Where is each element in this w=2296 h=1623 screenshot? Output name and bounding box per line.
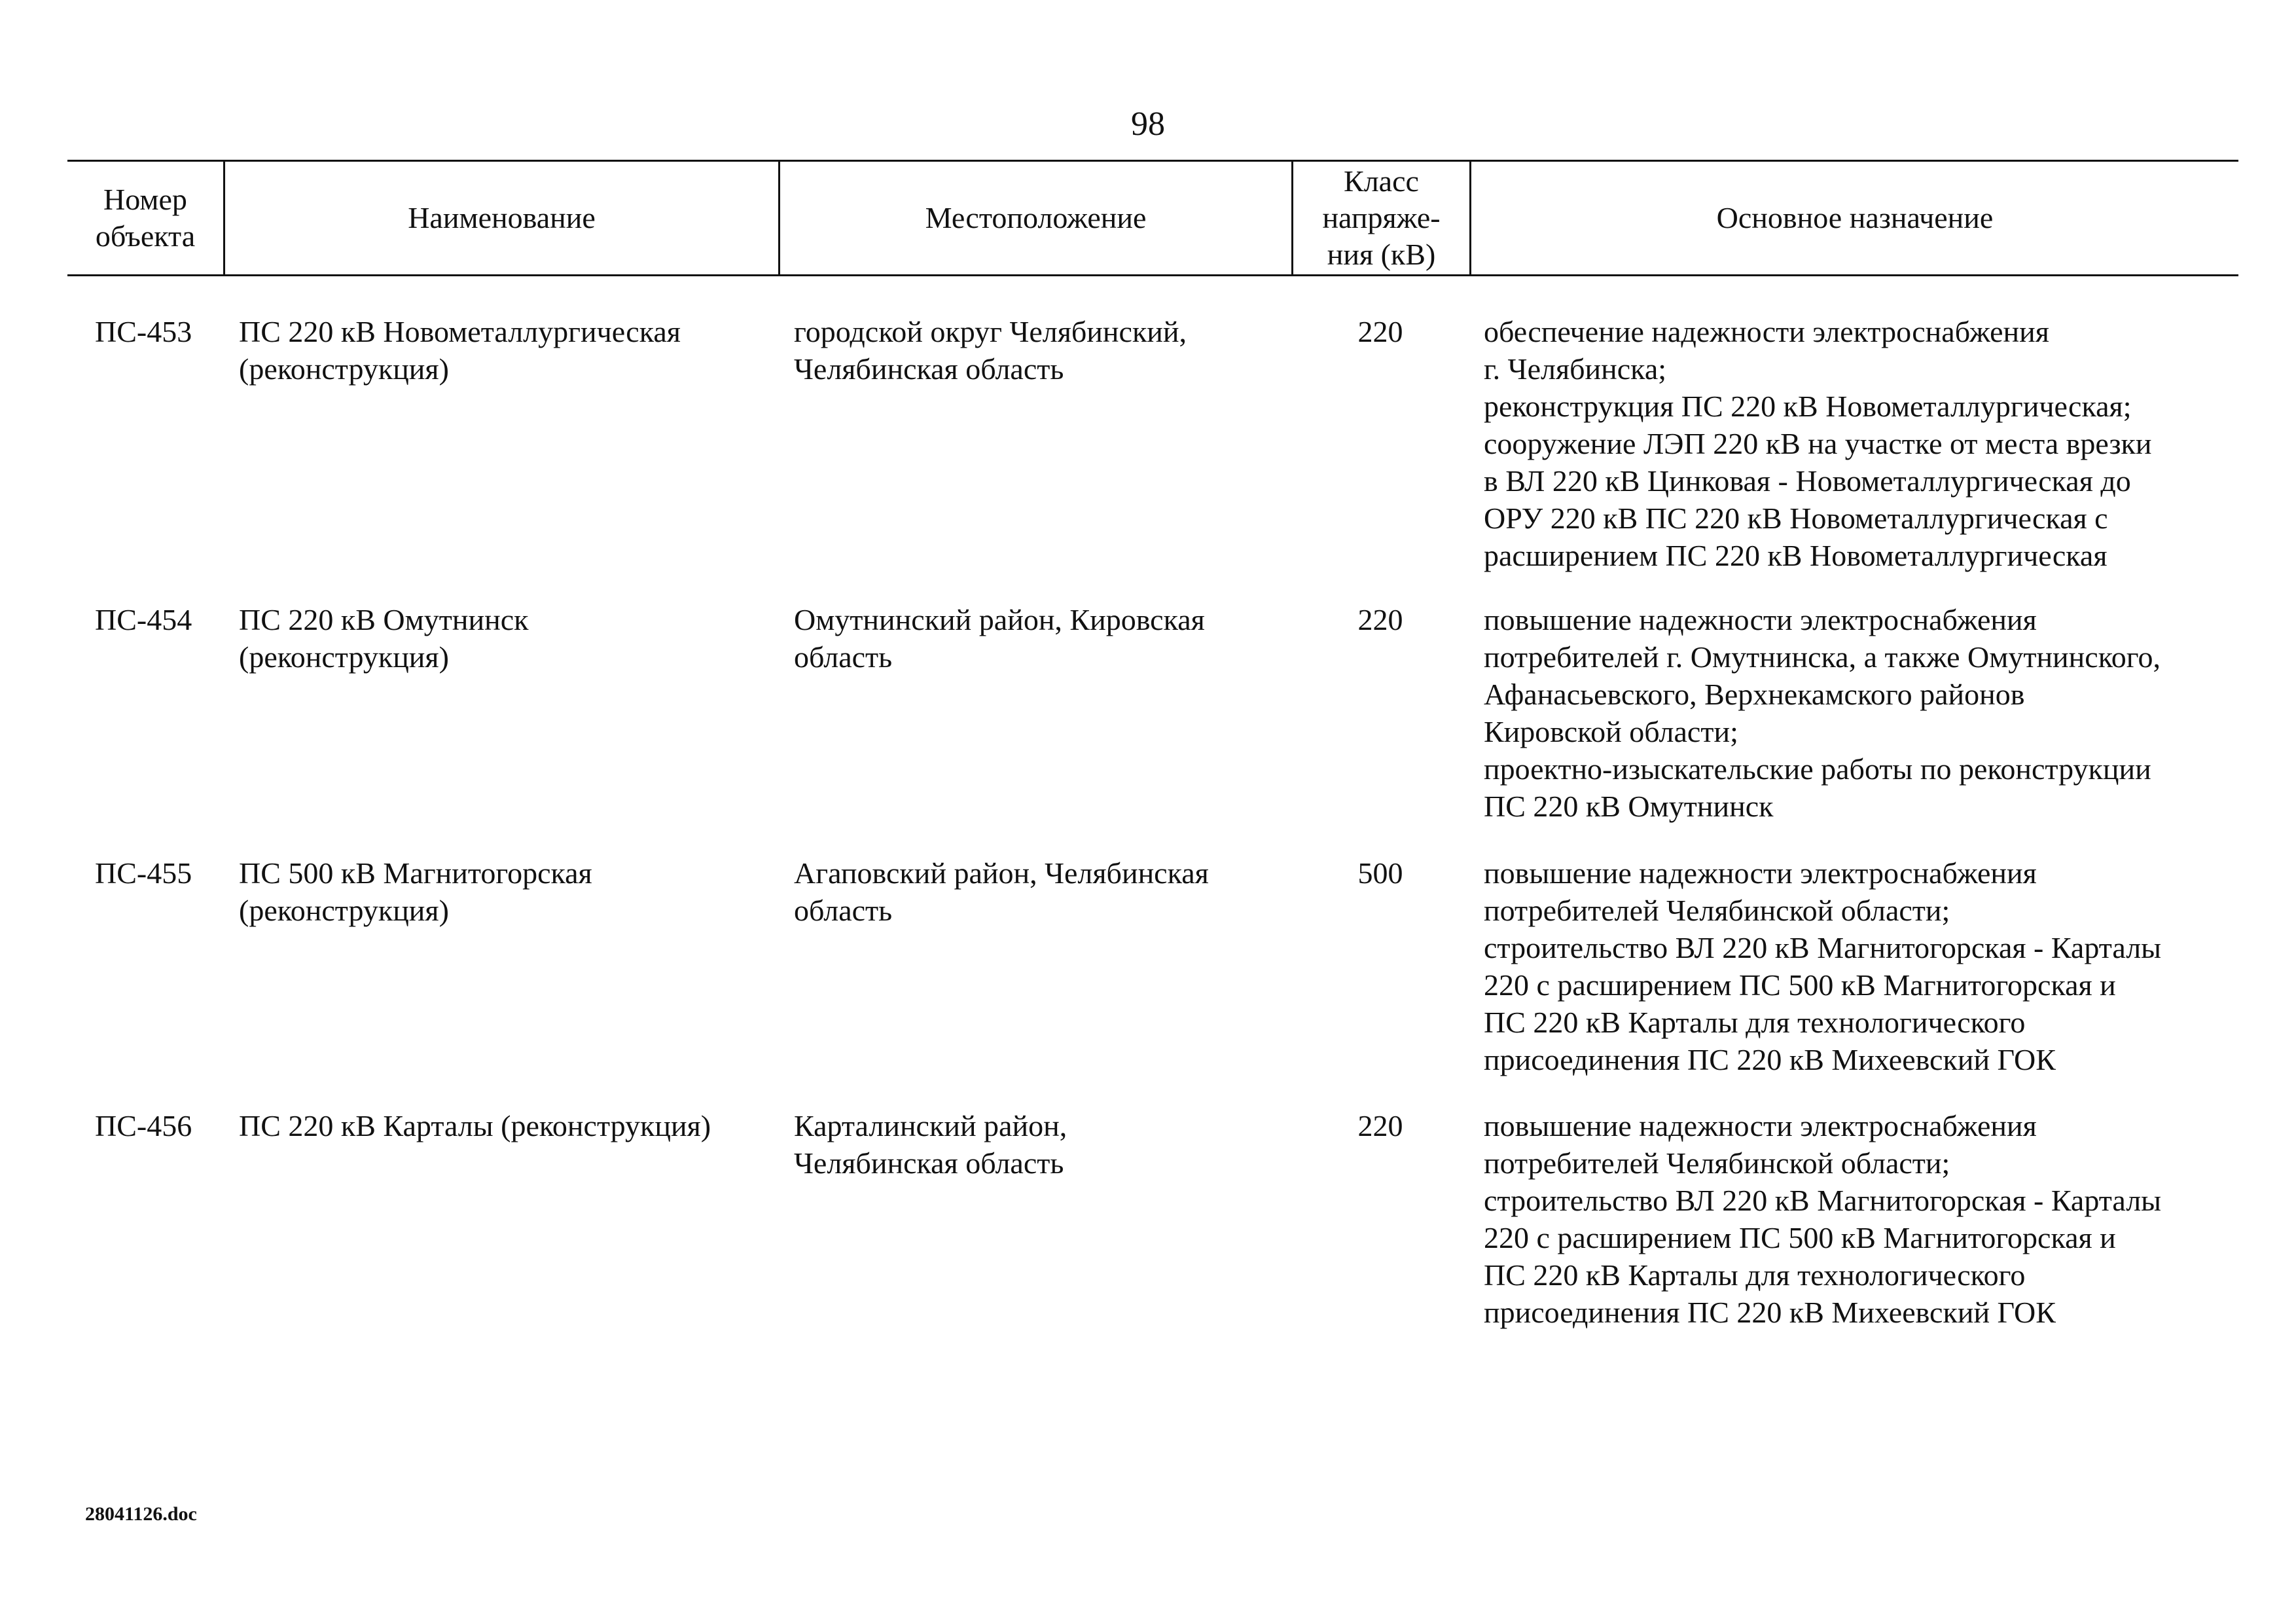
object-number-cell: ПС-455 [95,856,192,890]
footer-filename: 28041126.doc [85,1503,197,1525]
purpose-cell: повышение надежности электроснабжения потребителей Челябинской области; строительство ВЛ 220 кВ Магнитогорская - Карталы 220 с расширением ПС 500 кВ Магнитогорская и ПС 220 кВ Карталы для технологического присоединения ПС 220 кВ Михеевский ГОК [1484,1109,2162,1329]
object-location-cell: городской округ Челябинский, Челябинская область [794,315,1187,386]
object-name-cell: ПС 220 кВ Новометаллургическая (реконструкция) [239,315,681,386]
object-location-cell: Карталинский район, Челябинская область [794,1109,1067,1180]
voltage-class-cell: 500 [1357,856,1403,890]
object-number-cell: ПС-454 [95,603,192,636]
header-purpose: Основное назначение [1469,162,2238,274]
object-name-cell: ПС 220 кВ Карталы (реконструкция) [239,1109,711,1142]
voltage-class-cell: 220 [1357,603,1403,636]
header-voltage: Класс напряже- ния (кВ) [1291,162,1469,274]
object-name-cell: ПС 500 кВ Магнитогорская (реконструкция) [239,856,592,927]
table-row [67,313,2238,574]
purpose-cell: обеспечение надежности электроснабжения г. Челябинска; реконструкция ПС 220 кВ Новометаллургическая; сооружение ЛЭП 220 кВ на участке от места врезки в ВЛ 220 кВ Цинковая - Новометаллургическая до ОРУ 220 кВ ПС 220 кВ Новометаллургическая с расширением ПС 220 кВ Новометаллургическая [1484,315,2152,572]
objects-table [67,160,2238,1331]
purpose-cell: повышение надежности электроснабжения потребителей Челябинской области; строительство ВЛ 220 кВ Магнитогорская - Карталы 220 с расширением ПС 500 кВ Магнитогорская и ПС 220 кВ Карталы для технологического присоединения ПС 220 кВ Михеевский ГОК [1484,856,2162,1076]
object-name-cell: ПС 220 кВ Омутнинск (реконструкция) [239,603,529,674]
table-row [67,601,2238,825]
table-row [67,1107,2238,1331]
header-number: Номер объекта [95,183,196,253]
purpose-cell: повышение надежности электроснабжения потребителей г. Омутнинска, а также Омутнинского, Афанасьевского, Верхнекамского районов Кировской области; проектно-изыскательские работы по реконструкции ПС 220 кВ Омутнинск [1484,603,2161,823]
table-body [67,313,2238,1331]
object-number-cell: ПС-456 [95,1109,192,1142]
page-number: 98 [1131,105,1165,143]
object-number-cell: ПС-453 [95,315,192,348]
object-location-cell: Омутнинский район, Кировская область [794,603,1205,674]
header-location: Местоположение [778,162,1291,274]
table-row [67,854,2238,1078]
object-location-cell: Агаповский район, Челябинская область [794,856,1209,927]
voltage-class-cell: 220 [1357,1109,1403,1142]
header-name: Наименование [223,162,778,274]
voltage-class-cell: 220 [1357,315,1403,348]
table-header [67,160,2238,276]
